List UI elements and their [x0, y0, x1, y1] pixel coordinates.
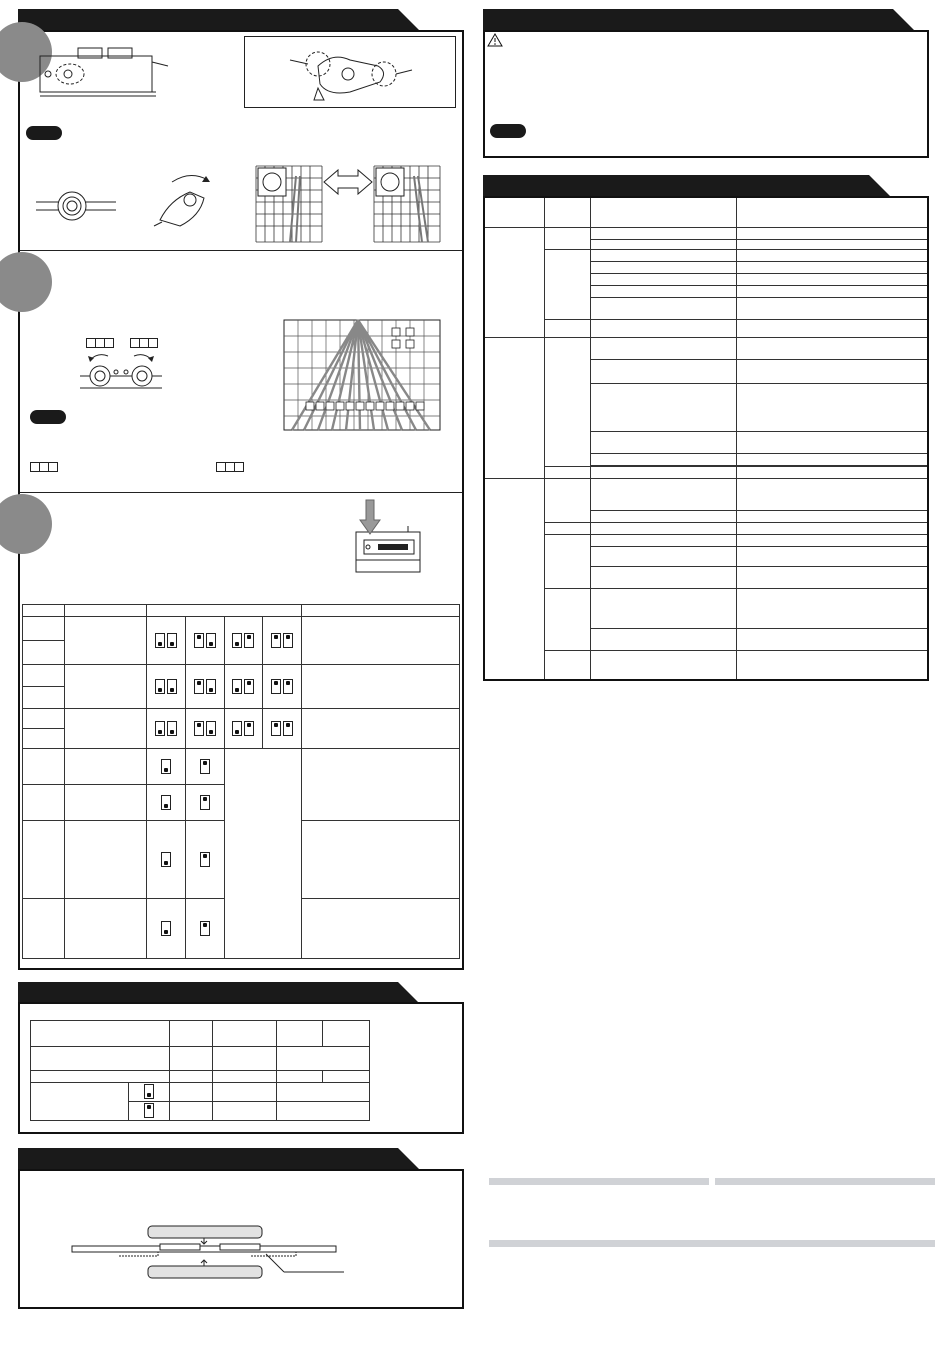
dip-switch-on-icon: [194, 679, 204, 694]
footer-bar-full: [489, 1240, 935, 1247]
dip-switch-off-icon: [206, 633, 216, 648]
dip-switch-on-icon: [144, 1103, 154, 1118]
sensor-side-illustration: [38, 46, 168, 102]
dip-switch-table: [22, 604, 460, 959]
dip-switch-off-icon: [206, 721, 216, 736]
dip-switch-on-icon: [200, 795, 210, 810]
dip-switch-off-icon: [232, 679, 242, 694]
dip-switch-off-icon: [155, 679, 165, 694]
dip-switch-on-icon: [283, 679, 293, 694]
dip-switch-off-icon: [161, 759, 171, 774]
detection-grid-after: [374, 166, 440, 242]
dip-switch-off-icon: [206, 679, 216, 694]
dip-switch-on-icon: [194, 633, 204, 648]
lens-unit-front-illustration: [36, 184, 116, 228]
dip-switch-on-icon: [283, 633, 293, 648]
dip-switch-on-icon: [271, 721, 281, 736]
dip-switch-on-icon: [200, 759, 210, 774]
note-label-pill-2: [30, 410, 66, 424]
lens-rotation-illustration: [150, 170, 226, 234]
double-arrow-icon: [324, 170, 372, 194]
mounting-diagram: [70, 1222, 360, 1280]
dip-switch-off-icon: [232, 633, 242, 648]
dip-switch-off-icon: [155, 721, 165, 736]
dip-switch-on-icon: [244, 679, 254, 694]
troubleshooting-table: [483, 196, 929, 681]
step-divider-1: [20, 250, 462, 251]
dip-switch-on-icon: [271, 633, 281, 648]
dip-switch-off-icon: [232, 721, 242, 736]
troubleshooting-header-bar: [483, 175, 869, 197]
dip-switch-off-icon: [167, 679, 177, 694]
code-box-group-right: [130, 338, 156, 347]
dip-switch-on-icon: [200, 852, 210, 867]
dip-switch-off-icon: [167, 633, 177, 648]
detection-grid-before: [256, 166, 322, 242]
warning-triangle-icon: [487, 33, 503, 47]
setting-header-bar: [18, 982, 398, 1004]
installation-header-bar: [18, 1148, 398, 1170]
lens-closeup-illustration: [288, 44, 418, 104]
caution-header-bar: [483, 9, 893, 31]
note-label-pill-3: [490, 124, 526, 138]
dual-lens-adjust-illustration: [80, 350, 162, 396]
dip-switch-on-icon: [244, 721, 254, 736]
code-box-group-left: [86, 338, 112, 347]
dip-switch-on-icon: [200, 921, 210, 936]
setting-table: [30, 1020, 370, 1121]
code-box-group-bottom-left: [30, 462, 56, 471]
detection-area-chart: [284, 320, 440, 430]
step-divider-2: [20, 492, 462, 493]
caution-panel: [483, 30, 929, 158]
dip-switch-off-icon: [144, 1084, 154, 1099]
dip-switch-off-icon: [161, 852, 171, 867]
dip-switch-location-illustration: [354, 500, 424, 576]
dip-switch-off-icon: [161, 921, 171, 936]
dip-switch-on-icon: [283, 721, 293, 736]
adjustment-header-bar: [18, 9, 398, 31]
footer-bar-left: [489, 1178, 709, 1185]
dip-switch-off-icon: [155, 633, 165, 648]
dip-switch-on-icon: [194, 721, 204, 736]
note-label-pill: [26, 126, 62, 140]
dip-switch-on-icon: [244, 633, 254, 648]
dip-switch-off-icon: [167, 721, 177, 736]
footer-bar-right: [715, 1178, 935, 1185]
dip-switch-off-icon: [161, 795, 171, 810]
code-box-group-bottom-right: [216, 462, 242, 471]
dip-switch-on-icon: [271, 679, 281, 694]
